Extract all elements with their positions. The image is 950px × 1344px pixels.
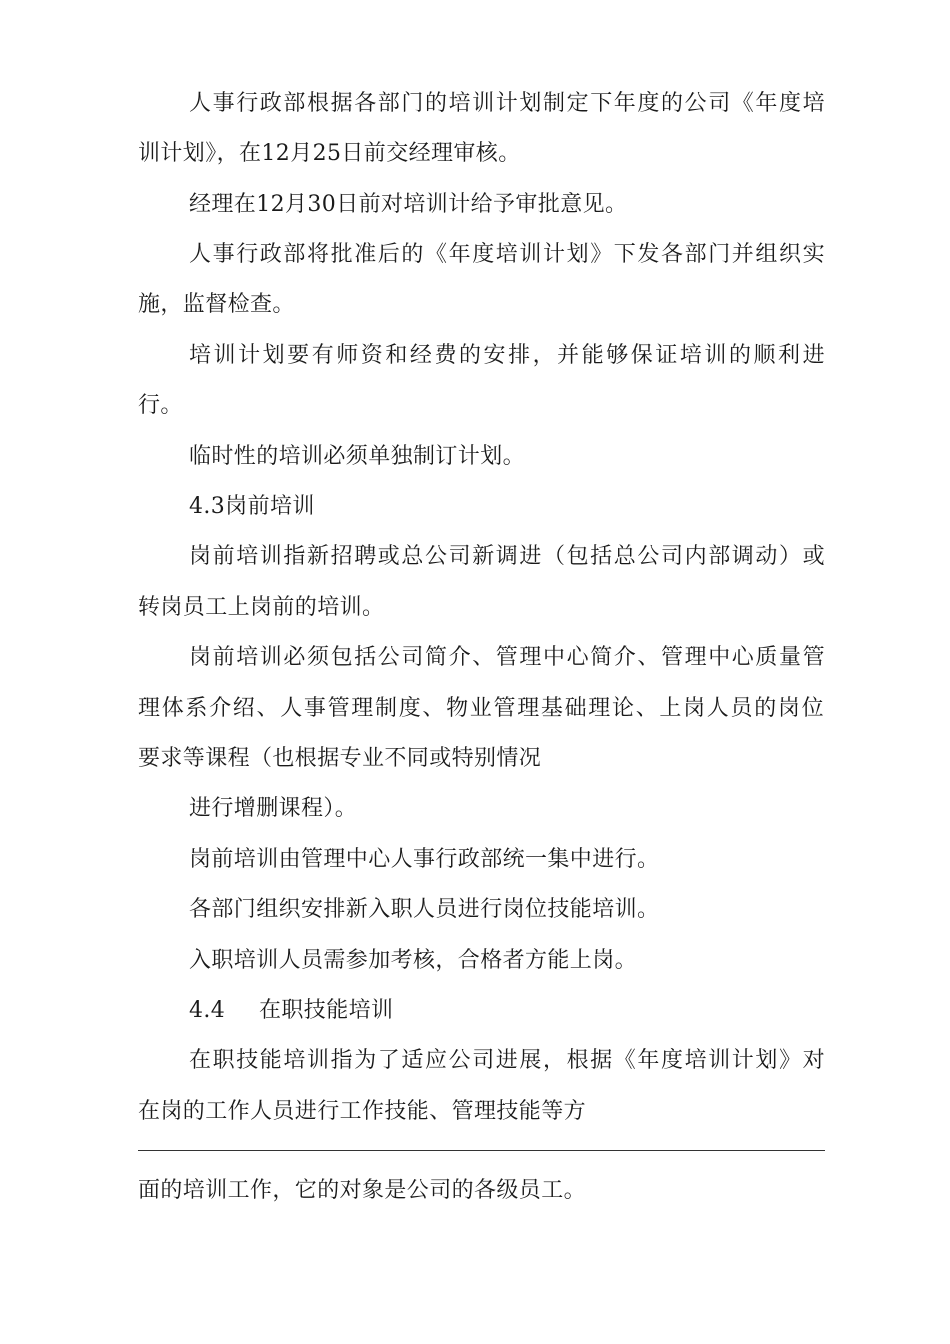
paragraph-line: 在职技能培训指为了适应公司进展，根据《年度培训计划》对 [189,1048,825,1073]
paragraph-line: 在岗的工作人员进行工作技能、管理技能等方 [138,1099,587,1124]
paragraph-line: 入职培训人员需参加考核，合格者方能上岗。 [189,948,638,973]
paragraph-line: 理体系介绍、人事管理制度、物业管理基础理论、上岗人员的岗位 [138,696,824,721]
section-heading-4-4 [189,996,839,1026]
paragraph-line: 岗前培训必须包括公司简介、管理中心简介、管理中心质量管 [189,645,825,670]
paragraph-line: 训计划》，在12月25日前交经理审核。 [138,141,521,166]
paragraph-line: 施，监督检查。 [138,292,295,317]
paragraph-line: 人事行政部根据各部门的培训计划制定下年度的公司《年度培 [189,91,825,116]
paragraph-line: 经理在12月30日前对培训计给予审批意见。 [189,192,628,217]
paragraph-line: 行。 [138,393,183,418]
section-heading-4-3: 4.3岗前培训 [189,494,315,519]
section-title: 在职技能培训 [259,998,394,1023]
paragraph-line: 岗前培训指新招聘或总公司新调进（包括总公司内部调动）或 [189,544,825,569]
horizontal-rule [138,1150,825,1151]
paragraph-line: 人事行政部将批准后的《年度培训计划》下发各部门并组织实 [189,242,825,267]
paragraph-line: 岗前培训由管理中心人事行政部统一集中进行。 [189,847,660,872]
paragraph-line: 临时性的培训必须单独制订计划。 [189,444,526,469]
paragraph-line: 面的培训工作，它的对象是公司的各级员工。 [138,1178,587,1203]
paragraph-line: 进行增删课程）。 [189,796,358,821]
paragraph-line: 各部门组织安排新入职人员进行岗位技能培训。 [189,897,660,922]
paragraph-line: 要求等课程（也根据专业不同或特别情况 [138,746,542,771]
paragraph-line: 转岗员工上岗前的培训。 [138,595,385,620]
paragraph-line: 培训计划要有师资和经费的安排，并能够保证培训的顺利进 [189,343,825,368]
section-number: 4.4 [189,998,226,1023]
